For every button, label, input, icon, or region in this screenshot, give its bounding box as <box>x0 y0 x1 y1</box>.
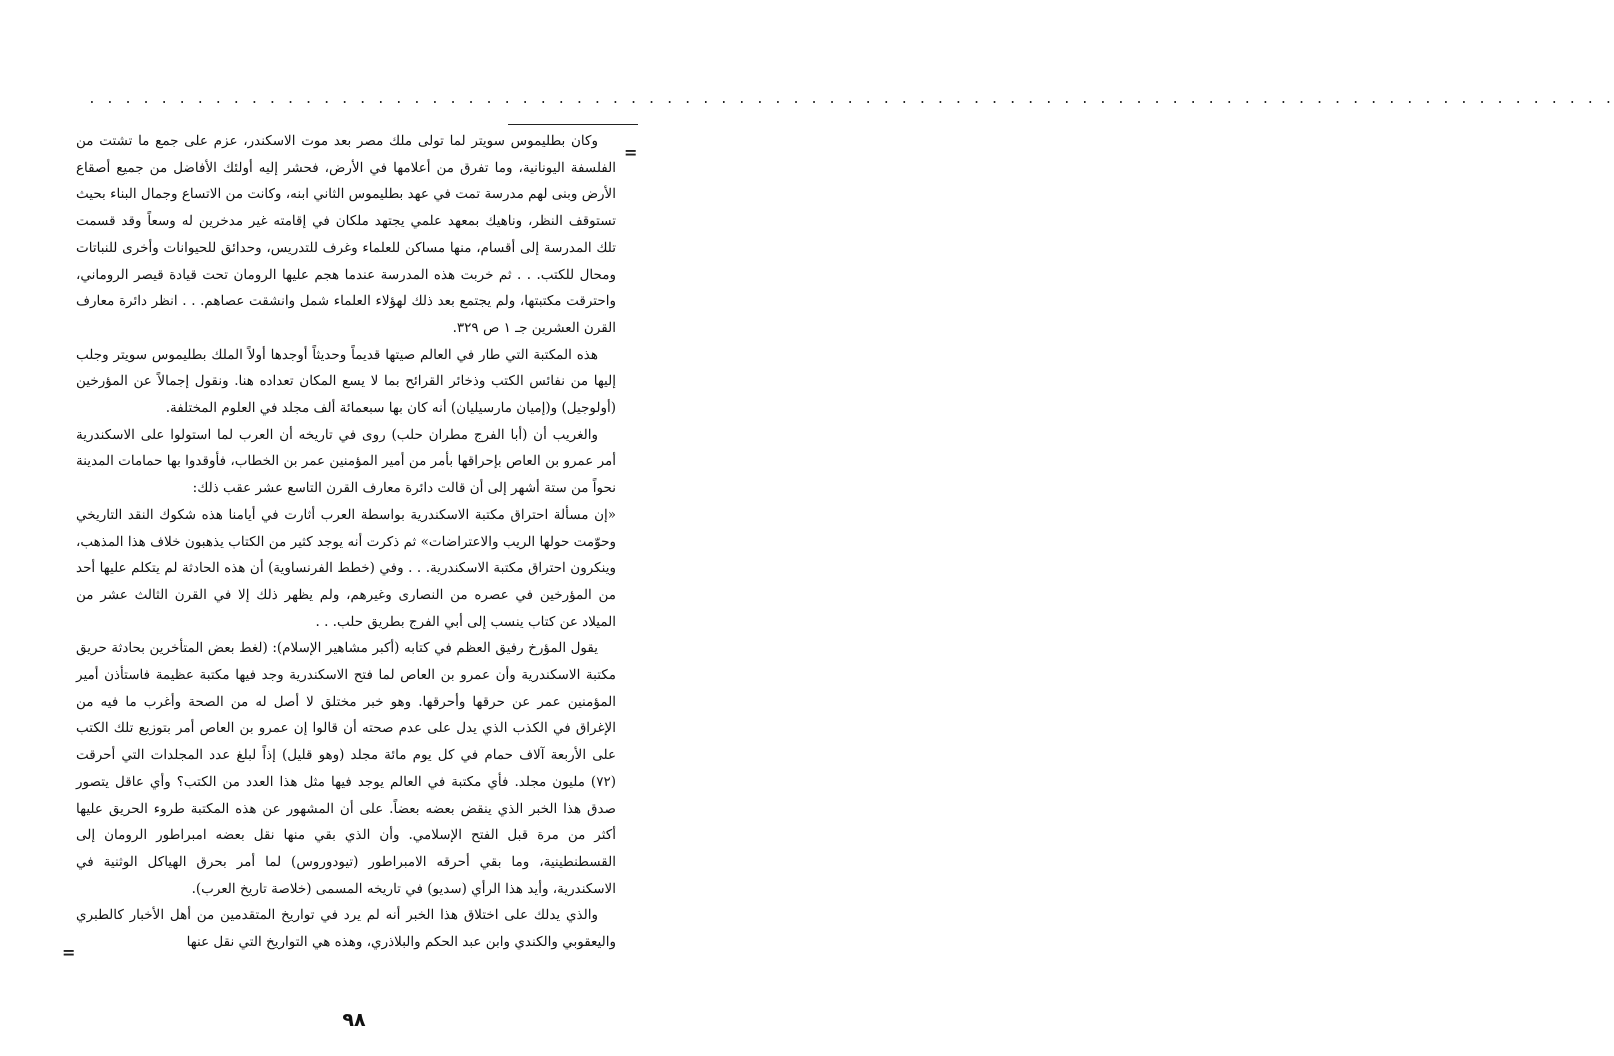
paragraph-historians: والذي يدلك على اختلاق هذا الخبر أنه لم يرد في تواريخ المتقدمين من أهل الأخبار كالطبري واليعقوبي والكندي وابن عبد الحكم والبلاذري، وهذه هي التواريخ التي نقل عنها <box>76 907 616 951</box>
paragraph-rafiq-alazm: يقول المؤرخ رفيق العظم في كتابه (أكبر مشاهير الإسلام): (لغط بعض المتأخرين بحادثة حريق مكتبة الاسكندرية وأن عمرو بن العاص لما فتح الاسكندرية وجد فيها مكتبة عظيمة فاستأذن أمير المؤمنين عمر عن حرقها وأحرقها. وهو خبر مختلق لا أصل له من الصحة وأغرب ما فيه من الإغراق في الكذب الذي يدل على عدم صحته أن قالوا إن عمرو بن العاص أمر بتوزيع تلك الكتب على الأربعة آلاف حمام في كل يوم مائة مجلد (وهو قليل) إذاً لبلغ عدد المجلدات التي أحرقت (٧٢) مليون مجلد. فأي مكتبة في العالم يوجد فيها مثل هذا العدد من الكتب؟ وأي عاقل يتصور صدق هذا الخبر الذي ينقض بعضه بعضاً. على أن المشهور عن هذه المكتبة طروء الحريق عليها أكثر من مرة قبل الفتح الإسلامي. وأن الذي بقي منها نقل بعضه امبراطور الرومان إلى القسطنطينية، وما بقي أحرقه الامبراطور (تيودوروس) لما أمر بحرق الهياكل الوثنية في الاسكندرية، وأيد هذا الرأي (سديو) في تاريخه المسمى (خلاصة تاريخ العرب). <box>76 640 616 897</box>
paragraph-encyclopedia-quote: «إن مسألة احتراق مكتبة الاسكندرية بواسطة العرب أثارت في أيامنا هذه شكوك النقد التاريخي وحوّمت حولها الريب والاعتراضات» ثم ذكرت أنه يوجد كثير من الكتاب يذهبون خلاف هذا المذهب، وينكرون احتراق مكتبة الاسكندرية. . . وفي (خطط الفرنساوية) أن هذه الحادثة لم يتكلم عليها أحد من المؤرخين في عصره من النصارى وغيرهم، ولم يظهر ذلك إلا في القرن الثالث عشر من الميلاد عن كتاب ينسب إلى أبي الفرج بطريق حلب. . . <box>76 506 616 630</box>
footnote-continuation-marker: = <box>624 143 638 162</box>
footnote-rule <box>508 124 638 125</box>
paragraph-abu-faraj-account: والغريب أن (أبا الفرج مطران حلب) روى في تاريخه أن العرب لما استولوا على الاسكندرية أمر عمرو بن العاص بإحراقها بأمر من أمير المؤمنين عمر بن الخطاب، فأوقدوا بها حمامات المدينة نحواً من ستة أشهر إلى أن قالت دائرة معارف القرن التاسع عشر عقب ذلك: <box>76 426 616 497</box>
paragraph-ptolemy-school: وكان بطليموس سويتر لما تولى ملك مصر بعد موت الاسكندر، عزم على جمع ما تشتت من الفلسفة اليونانية، وما تفرق من أعلامها في الأرض، فحشر إليه أولئك الأفاضل من جميع أصقاع الأرض وبنى لهم مدرسة تمت في عهد بطليموس الثاني ابنه، وكانت من الاتساع وجمال البناء بحيث تستوقف النظر، وناهيك بمعهد علمي يجتهد ملكان في إقامته غير مدخرين له وسعاً وقد قسمت تلك المدرسة إلى أقسام، منها مساكن للعلماء وغرف للتدريس، وحدائق للحيوانات وأخرى للنباتات ومحال للكتب. . . ثم خربت هذه المدرسة عندما هجم عليها الرومان تحت قيادة قيصر الروماني، واحترقت مكتبتها، ولم يجتمع بعد ذلك لهؤلاء العلماء شمل وانشقت عصاهم. . . انظر دائرة معارف القرن العشرين جـ ١ ص ٣٢٩. <box>76 133 616 336</box>
footnote-text-block <box>76 128 616 992</box>
paragraph-library-founding: هذه المكتبة التي طار في العالم صيتها قديماً وحديثاً أوجدها أولاً الملك بطليموس سويتر وجلب إليها من نفائس الكتب وذخائر القرائح بما لا يسع المكان تعداده هنا. ونقول إجمالاً عن المؤرخين (أولوجيل) و(إميان مارسيليان) أنه كان بها سبعمائة ألف مجلد في العلوم المختلفة. <box>76 346 616 417</box>
page-number: ٩٨ <box>342 1009 366 1031</box>
continues-marker: = <box>62 943 76 962</box>
top-dotted-border: . . . . . . . . . . . . . . . . . . . . . . . . . . . . . . . . . . . . . . . . . . . . . . . . . . . . . . . . . . . . . . . . . . . . . . . . . . . . . . . . . . . . . <box>88 92 1614 107</box>
